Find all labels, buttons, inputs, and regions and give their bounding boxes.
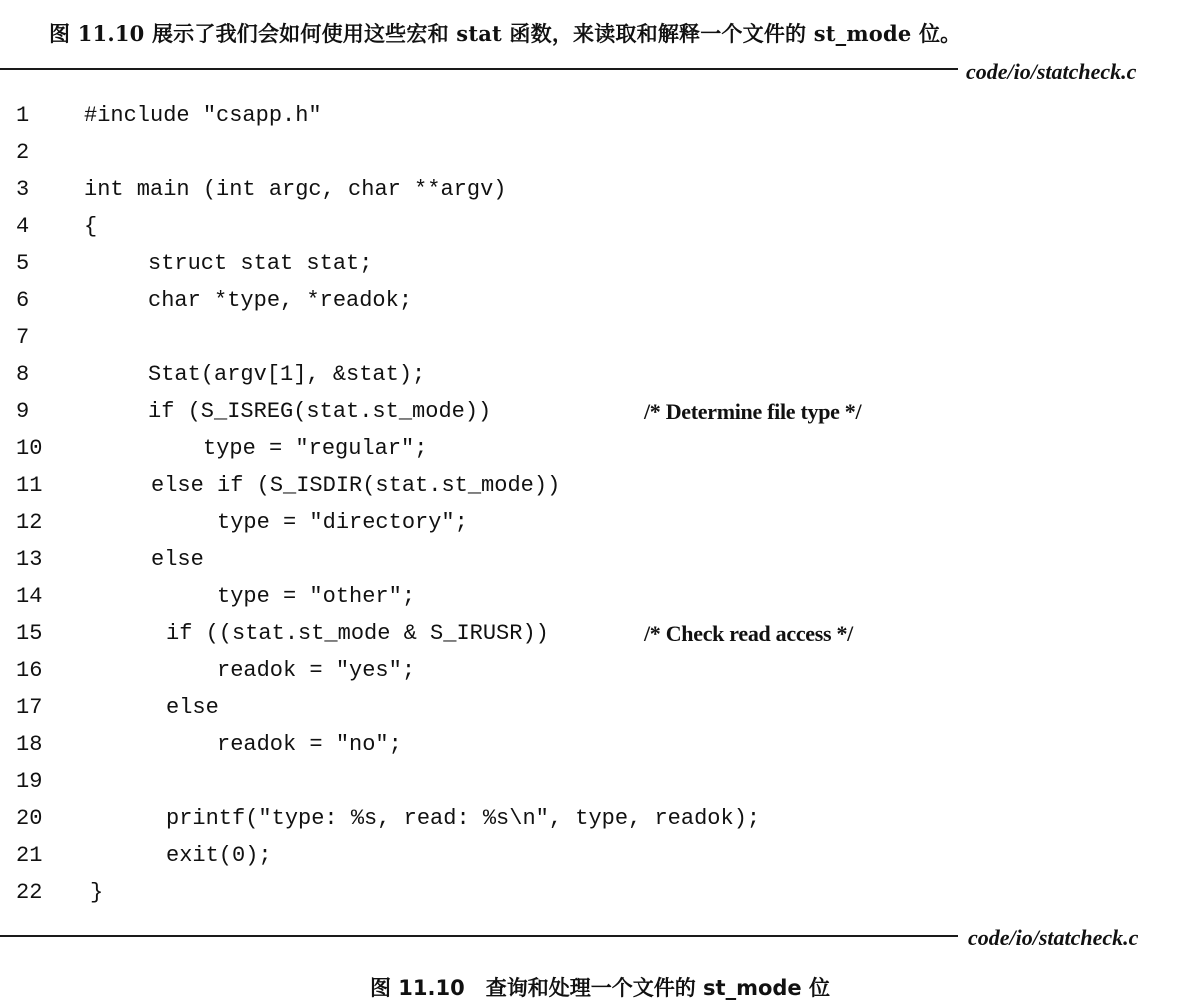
code-text: readok = "no";: [217, 732, 402, 757]
code-text: }: [90, 880, 104, 905]
code-text: char *type, *readok;: [148, 288, 413, 313]
code-line: [0, 541, 1200, 578]
code-line: [0, 837, 1200, 874]
code-line: [0, 689, 1200, 726]
line-number: 1: [16, 103, 30, 128]
code-line: [0, 97, 1200, 134]
code-line: [0, 282, 1200, 319]
line-number: 7: [16, 325, 30, 350]
line-number: 17: [16, 695, 43, 720]
line-number: 18: [16, 732, 43, 757]
code-text: else if (S_ISDIR(stat.st_mode)): [151, 473, 561, 498]
code-line: [0, 615, 1200, 652]
code-line: [0, 245, 1200, 282]
code-line: [0, 393, 1200, 430]
line-number: 8: [16, 362, 30, 387]
code-text: #include "csapp.h": [84, 103, 322, 128]
line-number: 4: [16, 214, 30, 239]
code-line: [0, 134, 1200, 171]
code-text: printf("type: %s, read: %s\n", type, readok);: [166, 806, 761, 831]
code-line: [0, 726, 1200, 763]
line-number: 21: [16, 843, 43, 868]
line-number: 6: [16, 288, 30, 313]
code-text: type = "regular";: [203, 436, 428, 461]
code-text: type = "other";: [217, 584, 416, 609]
line-number: 9: [16, 399, 30, 424]
line-number: 20: [16, 806, 43, 831]
line-number: 11: [16, 473, 43, 498]
line-number: 16: [16, 658, 43, 683]
code-line: [0, 763, 1200, 800]
code-line: [0, 800, 1200, 837]
code-comment: /* Determine file type */: [644, 399, 862, 424]
line-number: 3: [16, 177, 30, 202]
code-line: [0, 652, 1200, 689]
code-line: [0, 208, 1200, 245]
bottom-rule: [0, 935, 958, 937]
line-number: 10: [16, 436, 43, 461]
top-rule: [0, 68, 958, 70]
code-text: else: [166, 695, 219, 720]
code-text: {: [84, 214, 98, 239]
line-number: 12: [16, 510, 43, 535]
code-line: [0, 874, 1200, 911]
code-text: if ((stat.st_mode & S_IRUSR)): [166, 621, 549, 646]
intro-paragraph: 图 11.10 展示了我们会如何使用这些宏和 stat 函数，来读取和解释一个文件的 st_mode 位。: [49, 21, 962, 46]
line-number: 13: [16, 547, 43, 572]
filename-label-top: code/io/statcheck.c: [966, 59, 1137, 84]
code-line: [0, 504, 1200, 541]
code-text: int main (int argc, char **argv): [84, 177, 507, 202]
code-text: exit(0);: [166, 843, 272, 868]
code-text: else: [151, 547, 204, 572]
code-text: Stat(argv[1], &stat);: [148, 362, 426, 387]
filename-label-bottom: code/io/statcheck.c: [968, 925, 1139, 950]
code-line: [0, 467, 1200, 504]
line-number: 5: [16, 251, 30, 276]
figure-caption: 图 11.10 查询和处理一个文件的 st_mode 位: [370, 976, 830, 1000]
code-line: [0, 171, 1200, 208]
code-text: struct stat stat;: [148, 251, 373, 276]
line-number: 14: [16, 584, 43, 609]
line-number: 22: [16, 880, 43, 905]
code-line: [0, 578, 1200, 615]
code-line: [0, 430, 1200, 467]
line-number: 15: [16, 621, 43, 646]
line-number: 2: [16, 140, 30, 165]
code-text: if (S_ISREG(stat.st_mode)): [148, 399, 492, 424]
code-text: type = "directory";: [217, 510, 468, 535]
code-comment: /* Check read access */: [644, 621, 853, 646]
code-text: readok = "yes";: [217, 658, 416, 683]
code-line: [0, 356, 1200, 393]
code-line: [0, 319, 1200, 356]
line-number: 19: [16, 769, 43, 794]
